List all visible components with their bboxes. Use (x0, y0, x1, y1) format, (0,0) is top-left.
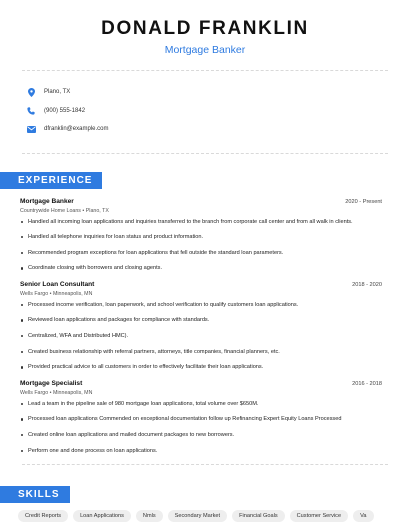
location-pin-icon (24, 88, 38, 97)
bullet-item: Centralized, WFA and Distributed HMC). (20, 333, 382, 349)
job-entry (0, 198, 410, 281)
bullet-item: Processed loan applications Commended on exceptional documentation follow up Refinancing Expert Equity Loans Processed (20, 416, 382, 432)
contact-text: (900) 555-1842 (44, 107, 86, 114)
job-title: Senior Loan Consultant (20, 280, 95, 288)
contact-text: dfranklin@example.com (44, 126, 109, 133)
job-title: Mortgage Banker (20, 197, 74, 205)
skill-tag: Nmls (136, 510, 163, 522)
bullet-item: Created business relationship with referral partners, attorneys, title companies, financial planners, etc. (20, 349, 382, 365)
contact-phone (24, 102, 410, 121)
bullet-item: Provided practical advice to all customers in order to effectively facilitate their loan applications. (20, 364, 382, 380)
phone-icon (24, 107, 38, 115)
divider (22, 464, 388, 465)
job-company: Wells Fargo • Minneapolis, MN (20, 290, 93, 297)
resume-header (0, 0, 410, 56)
bullet-item: Handled all telephone inquiries for loan status and product information. (20, 234, 382, 250)
job-entry (0, 380, 410, 463)
bullet-item: Created online loan applications and mailed document packages to new borrowers. (20, 432, 382, 448)
job-bullets (20, 401, 382, 463)
bullet-item: Recommended program exceptions for loan applications that fell outside the standard loan parameters. (20, 250, 382, 266)
divider (22, 153, 388, 154)
skill-tag: Credit Reports (18, 510, 68, 522)
experience-heading: EXPERIENCE (0, 172, 102, 189)
bullet-item: Handled all incoming loan applications and inquiries transferred to the branch from corporate call center and from all walk in clients. (20, 219, 382, 235)
contact-list (0, 71, 410, 139)
candidate-title: Mortgage Banker (164, 44, 246, 56)
job-company: Countrywide Home Loans • Plano, TX (20, 207, 109, 214)
email-icon (24, 126, 38, 133)
skill-tag: Financial Goals (232, 510, 285, 522)
bullet-item: Perform one and done process on loan applications. (20, 448, 382, 464)
skill-tag: Secondary Market (168, 510, 227, 522)
skill-tag: Customer Service (290, 510, 348, 522)
skills-heading: SKILLS (0, 486, 70, 503)
candidate-name: DONALD FRANKLIN (101, 18, 309, 39)
job-title: Mortgage Specialist (20, 379, 83, 387)
skills-section (0, 484, 410, 522)
skill-tag: Va (353, 510, 373, 522)
job-dates: 2018 - 2020 (352, 281, 382, 288)
skills-list (0, 510, 410, 522)
job-dates: 2016 - 2018 (352, 380, 382, 387)
job-bullets (20, 219, 382, 281)
job-dates: 2020 - Present (345, 198, 382, 205)
contact-text: Plano, TX (44, 89, 71, 96)
bullet-item: Processed income verification, loan paperwork, and school verification to qualify customers loan applications. (20, 302, 382, 318)
bullet-item: Reviewed loan applications and packages for compliance with standards. (20, 317, 382, 333)
contact-email (24, 120, 410, 139)
bullet-item: Coordinate closing with borrowers and closing agents. (20, 265, 382, 281)
bullet-item: Lead a team in the pipeline sale of 980 mortgage loan applications, total volume over $650M. (20, 401, 382, 417)
skill-tag: Loan Applications (73, 510, 131, 522)
experience-section (0, 170, 410, 464)
job-entry (0, 281, 410, 380)
job-company: Wells Fargo • Minneapolis, MN (20, 389, 93, 396)
contact-location (24, 83, 410, 102)
job-bullets (20, 302, 382, 380)
